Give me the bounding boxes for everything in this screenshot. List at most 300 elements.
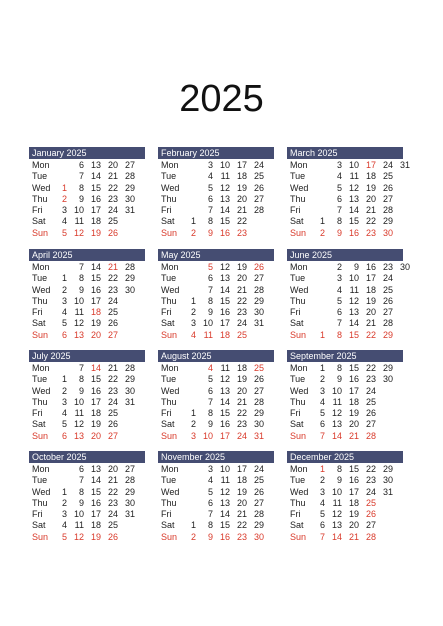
weekday-label: Wed <box>290 385 309 396</box>
weekday-label: Fri <box>290 307 301 318</box>
date-cell: 3 <box>61 295 67 306</box>
weekday-label: Mon <box>161 160 179 170</box>
date-cell: 16 <box>219 227 230 238</box>
weekday-label: Tue <box>290 374 306 385</box>
date-cell: 13 <box>348 193 359 204</box>
weekday-row <box>29 464 145 475</box>
date-cell: 3 <box>207 464 213 474</box>
date-cell: 23 <box>236 531 247 542</box>
date-cell: 12 <box>331 408 342 419</box>
weekday-label: Thu <box>32 396 48 407</box>
date-cell: 21 <box>236 284 247 295</box>
weekday-row <box>29 419 145 430</box>
weekday-row <box>287 285 403 296</box>
weekday-row <box>287 330 403 341</box>
date-cell: 14 <box>90 171 101 182</box>
date-cell: 30 <box>124 497 135 508</box>
weekday-row <box>158 228 274 239</box>
date-cell: 24 <box>253 160 264 170</box>
weekday-row <box>29 205 145 216</box>
date-cell: 7 <box>207 284 213 295</box>
date-cell: 28 <box>253 396 264 407</box>
month-header: May 2025 <box>158 249 274 261</box>
date-cell: 27 <box>382 307 393 318</box>
date-cell: 9 <box>207 419 213 430</box>
weekday-row <box>287 216 403 227</box>
date-cell: 1 <box>319 464 325 474</box>
weekday-row <box>158 487 274 498</box>
weekday-row <box>29 397 145 408</box>
date-cell: 27 <box>124 160 135 170</box>
date-cell: 4 <box>207 475 213 486</box>
date-cell: 21 <box>236 509 247 520</box>
weekday-label: Sun <box>161 430 178 441</box>
date-cell: 25 <box>365 396 376 407</box>
date-cell: 21 <box>107 262 118 272</box>
weekday-row <box>29 532 145 543</box>
date-cell: 26 <box>253 374 264 385</box>
date-cell: 1 <box>190 520 196 531</box>
month-block <box>287 451 403 543</box>
date-cell: 25 <box>253 475 264 486</box>
month-header: June 2025 <box>287 249 403 261</box>
month-header: July 2025 <box>29 350 145 362</box>
month-block <box>29 451 145 543</box>
weekday-row <box>158 464 274 475</box>
date-cell: 28 <box>365 531 376 542</box>
date-cell: 15 <box>90 182 101 193</box>
date-cell: 3 <box>336 273 342 284</box>
date-cell: 7 <box>319 430 325 441</box>
date-cell: 31 <box>382 486 393 497</box>
date-cell: 5 <box>61 227 67 238</box>
weekday-label: Sat <box>290 216 304 227</box>
weekday-row <box>158 183 274 194</box>
weekday-label: Sun <box>290 430 307 441</box>
date-cell: 15 <box>348 329 359 340</box>
date-cell: 28 <box>124 171 135 182</box>
date-cell: 9 <box>336 475 342 486</box>
date-cell: 2 <box>190 531 196 542</box>
date-cell: 26 <box>382 295 393 306</box>
date-cell: 27 <box>253 193 264 204</box>
date-cell: 6 <box>78 464 84 474</box>
date-cell: 23 <box>365 374 376 385</box>
date-cell: 10 <box>219 464 230 474</box>
date-cell: 12 <box>219 374 230 385</box>
weekday-row <box>287 228 403 239</box>
weekday-row <box>29 520 145 531</box>
date-cell: 1 <box>190 295 196 306</box>
weekday-label: Sat <box>32 318 46 329</box>
weekday-label: Sun <box>161 329 178 340</box>
date-cell: 12 <box>348 295 359 306</box>
date-cell: 12 <box>73 419 84 430</box>
date-cell: 31 <box>124 509 135 520</box>
weekday-row <box>29 216 145 227</box>
weekday-label: Wed <box>161 385 180 396</box>
date-cell: 9 <box>78 497 84 508</box>
date-cell: 29 <box>124 182 135 193</box>
weekday-row <box>287 509 403 520</box>
date-cell: 18 <box>90 307 101 318</box>
weekday-label: Sun <box>161 531 178 542</box>
date-cell: 10 <box>73 205 84 216</box>
date-cell: 13 <box>219 385 230 396</box>
weekday-row <box>287 205 403 216</box>
date-cell: 1 <box>61 182 67 193</box>
date-cell: 3 <box>319 486 325 497</box>
date-cell: 14 <box>348 318 359 329</box>
weekday-label: Thu <box>32 193 48 204</box>
date-cell: 12 <box>73 318 84 329</box>
date-cell: 25 <box>382 284 393 295</box>
date-cell: 6 <box>61 329 67 340</box>
weekday-row <box>287 475 403 486</box>
weekday-row <box>29 318 145 329</box>
date-cell: 13 <box>90 464 101 474</box>
date-cell: 12 <box>348 182 359 193</box>
date-cell: 12 <box>219 182 230 193</box>
weekday-row <box>29 262 145 273</box>
date-cell: 13 <box>219 193 230 204</box>
weekday-row <box>158 397 274 408</box>
weekday-row <box>287 397 403 408</box>
date-cell: 19 <box>236 182 247 193</box>
date-cell: 11 <box>332 497 342 508</box>
date-cell: 28 <box>382 318 393 329</box>
date-cell: 25 <box>236 329 247 340</box>
date-cell: 24 <box>253 464 264 474</box>
date-cell: 7 <box>336 205 342 216</box>
date-cell: 21 <box>365 318 376 329</box>
date-cell: 5 <box>319 408 325 419</box>
date-cell: 11 <box>349 171 359 182</box>
month-block <box>158 350 274 442</box>
date-cell: 8 <box>336 329 342 340</box>
date-cell: 19 <box>236 374 247 385</box>
month-header: April 2025 <box>29 249 145 261</box>
date-cell: 8 <box>336 216 342 227</box>
date-cell: 4 <box>336 284 342 295</box>
weekday-row <box>287 464 403 475</box>
weekday-label: Sun <box>290 531 307 542</box>
date-cell: 22 <box>236 520 247 531</box>
weekday-row <box>287 498 403 509</box>
date-cell: 2 <box>61 193 67 204</box>
weekday-label: Fri <box>32 307 43 318</box>
weekday-row <box>29 498 145 509</box>
date-cell: 2 <box>190 227 196 238</box>
date-cell: 29 <box>124 374 135 385</box>
date-cell: 5 <box>336 182 342 193</box>
weekday-row <box>29 228 145 239</box>
date-cell: 31 <box>124 205 135 216</box>
weekday-row <box>287 408 403 419</box>
date-cell: 12 <box>219 262 230 272</box>
date-cell: 21 <box>107 475 118 486</box>
weekday-label: Tue <box>32 374 48 385</box>
date-cell: 6 <box>319 520 325 531</box>
date-cell: 7 <box>207 396 213 407</box>
date-cell: 29 <box>382 464 393 474</box>
date-cell: 18 <box>365 171 376 182</box>
date-cell: 16 <box>348 227 359 238</box>
date-cell: 17 <box>219 430 230 441</box>
date-cell: 26 <box>107 227 118 238</box>
weekday-row <box>29 273 145 284</box>
date-cell: 14 <box>348 205 359 216</box>
date-cell: 14 <box>331 531 342 542</box>
date-cell: 16 <box>365 262 376 272</box>
date-cell: 19 <box>348 509 359 520</box>
month-header: October 2025 <box>29 451 145 463</box>
weekday-label: Wed <box>32 486 51 497</box>
weekday-label: Wed <box>161 284 180 295</box>
weekday-label: Mon <box>32 363 50 373</box>
date-cell: 30 <box>124 193 135 204</box>
weekday-label: Fri <box>161 509 172 520</box>
weekday-label: Fri <box>161 408 172 419</box>
date-cell: 3 <box>207 160 213 170</box>
weekday-label: Fri <box>161 205 172 216</box>
weekday-label: Wed <box>161 182 180 193</box>
date-cell: 17 <box>236 464 247 474</box>
date-cell: 7 <box>207 205 213 216</box>
date-cell: 2 <box>336 262 342 272</box>
weekday-row <box>158 431 274 442</box>
date-cell: 1 <box>61 374 67 385</box>
date-cell: 30 <box>124 385 135 396</box>
date-cell: 24 <box>236 430 247 441</box>
date-cell: 5 <box>207 374 213 385</box>
date-cell: 15 <box>219 216 230 227</box>
date-cell: 28 <box>124 262 135 272</box>
date-cell: 29 <box>382 363 393 373</box>
date-cell: 6 <box>336 307 342 318</box>
date-cell: 19 <box>236 262 247 272</box>
month-header: February 2025 <box>158 147 274 159</box>
weekday-row <box>158 532 274 543</box>
weekday-label: Fri <box>32 509 43 520</box>
date-cell: 21 <box>348 430 359 441</box>
date-cell: 17 <box>219 318 230 329</box>
date-cell: 23 <box>107 497 118 508</box>
weekday-label: Sat <box>290 520 304 531</box>
date-cell: 25 <box>107 216 118 227</box>
weekday-label: Mon <box>290 160 308 170</box>
date-cell: 22 <box>107 182 118 193</box>
weekday-label: Mon <box>32 262 50 272</box>
date-cell: 29 <box>382 329 393 340</box>
date-cell: 9 <box>336 227 342 238</box>
date-cell: 18 <box>236 171 247 182</box>
date-cell: 5 <box>207 486 213 497</box>
month-block <box>158 147 274 239</box>
date-cell: 23 <box>107 385 118 396</box>
date-cell: 28 <box>382 205 393 216</box>
date-cell: 26 <box>253 262 264 272</box>
date-cell: 13 <box>348 307 359 318</box>
month-header: August 2025 <box>158 350 274 362</box>
weekday-row <box>158 171 274 182</box>
date-cell: 10 <box>73 509 84 520</box>
weekday-label: Wed <box>290 182 309 193</box>
date-cell: 14 <box>90 475 101 486</box>
weekday-row <box>287 431 403 442</box>
date-cell: 6 <box>207 497 213 508</box>
date-cell: 24 <box>107 396 118 407</box>
weekday-label: Wed <box>32 182 51 193</box>
date-cell: 21 <box>365 205 376 216</box>
weekday-label: Thu <box>161 396 177 407</box>
date-cell: 14 <box>331 430 342 441</box>
weekday-label: Sat <box>32 520 46 531</box>
weekday-label: Mon <box>290 464 308 474</box>
date-cell: 17 <box>236 160 247 170</box>
date-cell: 8 <box>78 486 84 497</box>
date-cell: 25 <box>107 408 118 419</box>
date-cell: 16 <box>348 374 359 385</box>
date-cell: 9 <box>353 262 359 272</box>
weekday-label: Fri <box>32 408 43 419</box>
date-cell: 2 <box>190 307 196 318</box>
weekday-row <box>158 285 274 296</box>
weekday-label: Mon <box>32 160 50 170</box>
weekday-label: Sun <box>290 227 307 238</box>
month-header: November 2025 <box>158 451 274 463</box>
weekday-row <box>287 520 403 531</box>
date-cell: 4 <box>207 363 213 373</box>
weekday-label: Sat <box>290 419 304 430</box>
date-cell: 15 <box>90 273 101 284</box>
date-cell: 12 <box>331 509 342 520</box>
date-cell: 7 <box>207 509 213 520</box>
date-cell: 26 <box>107 419 118 430</box>
date-cell: 8 <box>78 182 84 193</box>
date-cell: 30 <box>382 227 393 238</box>
date-cell: 24 <box>107 295 118 306</box>
date-cell: 9 <box>207 307 213 318</box>
date-cell: 23 <box>107 193 118 204</box>
weekday-label: Mon <box>161 262 179 272</box>
weekday-label: Sun <box>32 531 49 542</box>
weekday-row <box>287 374 403 385</box>
weekday-row <box>287 386 403 397</box>
weekday-row <box>287 318 403 329</box>
date-cell: 22 <box>107 374 118 385</box>
date-cell: 26 <box>382 182 393 193</box>
weekday-label: Sun <box>290 329 307 340</box>
date-cell: 7 <box>78 363 84 373</box>
date-cell: 25 <box>382 171 393 182</box>
date-cell: 27 <box>253 497 264 508</box>
date-cell: 16 <box>219 531 230 542</box>
date-cell: 27 <box>107 430 118 441</box>
date-cell: 5 <box>336 295 342 306</box>
date-cell: 15 <box>219 295 230 306</box>
weekday-label: Thu <box>290 396 306 407</box>
date-cell: 16 <box>348 475 359 486</box>
date-cell: 14 <box>90 363 101 373</box>
date-cell: 11 <box>74 408 84 419</box>
date-cell: 29 <box>382 216 393 227</box>
weekday-row <box>158 194 274 205</box>
weekday-label: Wed <box>290 284 309 295</box>
weekday-row <box>158 374 274 385</box>
date-cell: 15 <box>348 216 359 227</box>
date-cell: 9 <box>207 227 213 238</box>
weekday-label: Sat <box>161 216 175 227</box>
weekday-row <box>158 520 274 531</box>
date-cell: 29 <box>253 295 264 306</box>
weekday-label: Tue <box>32 475 48 486</box>
date-cell: 21 <box>236 396 247 407</box>
date-cell: 28 <box>253 509 264 520</box>
date-cell: 16 <box>90 193 101 204</box>
date-cell: 21 <box>107 363 118 373</box>
weekday-label: Wed <box>32 385 51 396</box>
date-cell: 9 <box>78 284 84 295</box>
date-cell: 6 <box>207 273 213 284</box>
date-cell: 11 <box>349 284 359 295</box>
date-cell: 1 <box>319 329 325 340</box>
month-header: September 2025 <box>287 350 403 362</box>
date-cell: 6 <box>207 385 213 396</box>
date-cell: 8 <box>207 295 213 306</box>
month-block <box>287 147 410 239</box>
date-cell: 30 <box>124 284 135 295</box>
date-cell: 13 <box>73 430 84 441</box>
date-cell: 10 <box>348 273 359 284</box>
date-cell: 20 <box>236 273 247 284</box>
date-cell: 17 <box>90 295 101 306</box>
date-cell: 20 <box>90 430 101 441</box>
date-cell: 30 <box>382 374 393 385</box>
month-header: March 2025 <box>287 147 403 159</box>
weekday-row <box>158 307 274 318</box>
date-cell: 4 <box>61 520 67 531</box>
weekday-row <box>158 363 274 374</box>
date-cell: 28 <box>365 430 376 441</box>
date-cell: 18 <box>365 284 376 295</box>
date-cell: 30 <box>253 307 264 318</box>
date-cell: 24 <box>107 205 118 216</box>
date-cell: 18 <box>348 497 359 508</box>
weekday-row <box>158 205 274 216</box>
date-cell: 31 <box>399 160 410 170</box>
weekday-label: Wed <box>290 486 309 497</box>
date-cell: 22 <box>107 273 118 284</box>
date-cell: 5 <box>61 531 67 542</box>
weekday-row <box>158 509 274 520</box>
date-cell: 15 <box>219 408 230 419</box>
date-cell: 24 <box>107 509 118 520</box>
month-header: December 2025 <box>287 451 403 463</box>
date-cell: 20 <box>107 160 118 170</box>
date-cell: 27 <box>365 520 376 531</box>
weekday-row <box>158 160 274 171</box>
date-cell: 18 <box>90 216 101 227</box>
date-cell: 13 <box>73 329 84 340</box>
weekday-label: Mon <box>290 363 308 373</box>
date-cell: 22 <box>107 486 118 497</box>
date-cell: 3 <box>319 385 325 396</box>
date-cell: 27 <box>107 329 118 340</box>
date-cell: 29 <box>253 408 264 419</box>
date-cell: 9 <box>78 193 84 204</box>
date-cell: 14 <box>219 509 230 520</box>
